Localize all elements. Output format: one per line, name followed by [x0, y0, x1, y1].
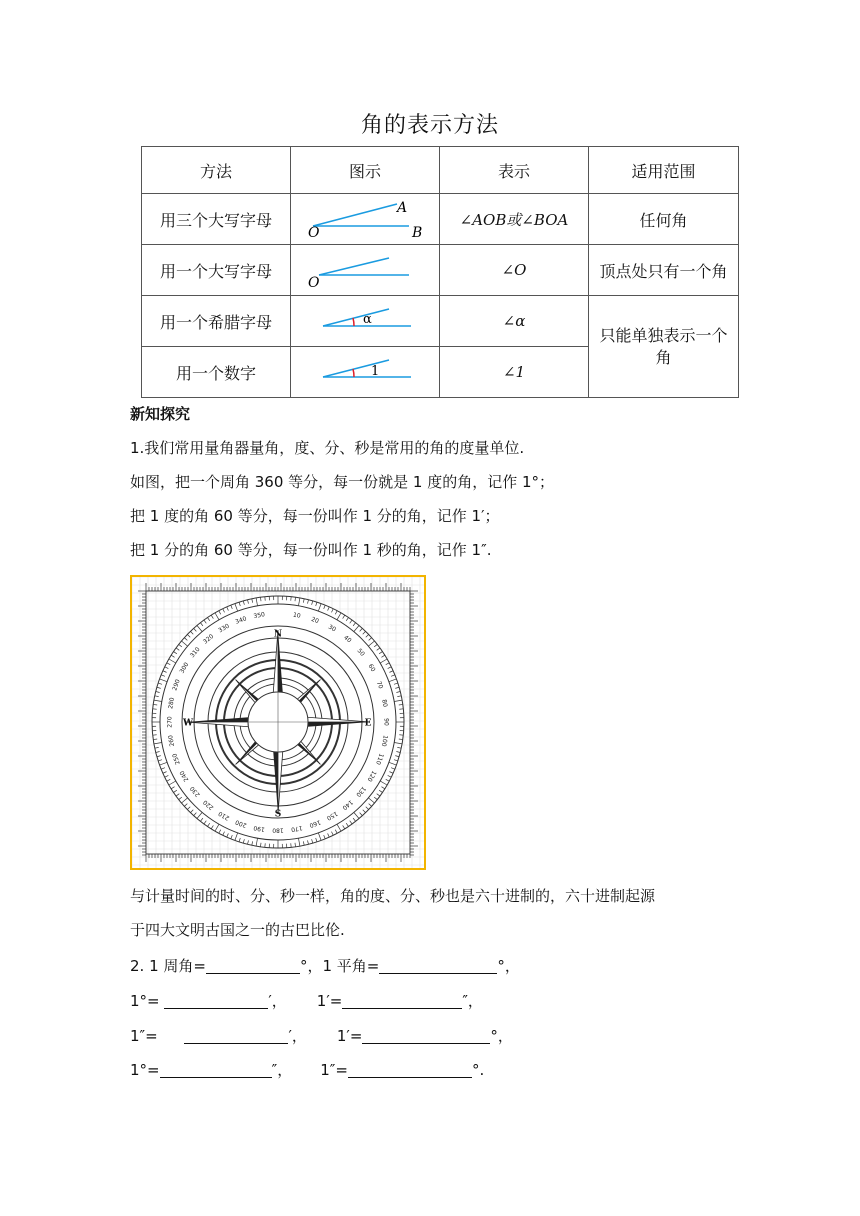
method-cell: 用三个大写字母 — [142, 194, 291, 245]
answer-blank[interactable] — [342, 992, 462, 1009]
cardinal-label: N — [273, 629, 283, 640]
angle-figure-cell — [291, 296, 440, 347]
notation-cell: ∠O — [440, 245, 589, 296]
method-cell: 用一个数字 — [142, 347, 291, 398]
method-cell: 用一个希腊字母 — [142, 296, 291, 347]
angle-figure-cell — [291, 347, 440, 398]
method-cell: 用一个大写字母 — [142, 245, 291, 296]
paragraph: 与计量时间的时、分、秒一样，角的度、分、秒也是六十进制的，六十进制起源 — [130, 887, 656, 905]
degree-label: 180 — [272, 826, 284, 834]
label-b: B — [412, 225, 423, 240]
label-alpha: α — [363, 312, 372, 327]
notation-cell: ∠AOB或∠BOA — [440, 194, 589, 245]
degree-label: 160 — [308, 818, 322, 829]
degree-label: 320 — [201, 632, 216, 646]
scope-cell: 顶点处只有一个角 — [589, 245, 739, 296]
degree-label: 250 — [171, 752, 182, 766]
cardinal-label: S — [274, 809, 282, 820]
exercise-line: 1°= ′， 1′= ″， — [130, 992, 483, 1010]
degree-label: 170 — [290, 823, 304, 833]
angle-alpha-figure — [291, 296, 439, 342]
table-header: 方法 — [142, 147, 291, 194]
notation-cell: ∠1 — [440, 347, 589, 398]
table-header-row — [142, 147, 739, 194]
exercise-line: 1°= ″， 1″= °. — [130, 1061, 485, 1079]
answer-blank[interactable] — [362, 1027, 490, 1044]
angle-arc — [353, 318, 354, 326]
angle-aob-figure — [291, 194, 439, 240]
answer-blank[interactable] — [184, 1027, 288, 1044]
angle-figure-cell — [291, 194, 440, 245]
degree-label: 220 — [201, 798, 216, 812]
degree-label: 240 — [178, 769, 191, 783]
degree-label: 50 — [355, 647, 366, 658]
notation-cell: ∠α — [440, 296, 589, 347]
degree-label: 10 — [292, 611, 302, 620]
degree-label: 150 — [325, 809, 339, 822]
degree-label: 270 — [166, 716, 174, 728]
degree-label: 260 — [167, 734, 177, 748]
answer-blank[interactable] — [160, 1061, 272, 1078]
compass-rose-figure — [132, 577, 424, 868]
degree-label: 290 — [171, 678, 182, 692]
answer-blank[interactable] — [348, 1061, 472, 1078]
label-o: O — [308, 275, 320, 291]
label-a: A — [397, 200, 408, 216]
degree-label: 340 — [234, 615, 248, 626]
degree-label: 20 — [310, 615, 320, 626]
degree-label: 30 — [326, 623, 338, 634]
degree-label: 140 — [340, 798, 355, 812]
degree-label: 280 — [167, 696, 177, 710]
answer-blank[interactable] — [206, 957, 300, 974]
exercise-line: 2. 1 周角= °，1 平角= °， — [130, 957, 520, 975]
degree-label: 330 — [217, 622, 231, 635]
degree-label: 100 — [379, 734, 389, 748]
table-row — [142, 245, 739, 296]
angle-figure-cell — [291, 245, 440, 296]
table-row — [142, 194, 739, 245]
label-o: O — [308, 225, 320, 240]
degree-label: 310 — [188, 645, 202, 660]
compass-protractor-image — [130, 575, 426, 870]
table-header: 图示 — [291, 147, 440, 194]
degree-label: 130 — [354, 784, 368, 799]
angle-o-figure — [291, 245, 439, 291]
label-one: 1 — [371, 364, 380, 379]
degree-label: 70 — [374, 680, 385, 690]
cardinal-label: E — [364, 718, 372, 729]
degree-label: 40 — [342, 634, 353, 645]
table-header: 表示 — [440, 147, 589, 194]
scope-cell: 只能单独表示一个角 — [589, 296, 739, 398]
paragraph: 1.我们常用量角器量角，度、分、秒是常用的角的度量单位. — [130, 439, 525, 457]
degree-label: 60 — [366, 662, 377, 674]
scope-cell: 任何角 — [589, 194, 739, 245]
answer-blank[interactable] — [164, 992, 268, 1009]
degree-label: 80 — [380, 698, 389, 708]
answer-blank[interactable] — [379, 957, 497, 974]
exercise-line: 1″= ′， 1′= °， — [130, 1027, 513, 1045]
degree-label: 350 — [252, 611, 266, 621]
degree-label: 90 — [382, 718, 390, 726]
degree-label: 110 — [374, 752, 385, 766]
section-heading: 新知探究 — [130, 405, 191, 423]
degree-label: 200 — [234, 818, 248, 829]
paragraph: 把 1 分的角 60 等分，每一份叫作 1 秒的角，记作 1″. — [130, 541, 492, 559]
degree-label: 300 — [178, 661, 191, 675]
paragraph: 于四大文明古国之一的古巴比伦. — [130, 921, 345, 939]
degree-label: 230 — [188, 784, 202, 799]
angle-notation-table — [141, 146, 739, 398]
cardinal-label: W — [182, 718, 194, 729]
table-row — [142, 296, 739, 347]
paragraph: 把 1 度的角 60 等分，每一份叫作 1 分的角，记作 1′； — [130, 507, 500, 525]
page-title: 角的表示方法 — [360, 113, 499, 138]
degree-label: 210 — [217, 809, 231, 822]
angle-arc — [353, 369, 354, 377]
paragraph: 如图，把一个周角 360 等分，每一份就是 1 度的角，记作 1°； — [130, 473, 555, 491]
angle-one-figure — [291, 347, 439, 393]
degree-label: 120 — [365, 769, 378, 783]
table-header: 适用范围 — [589, 147, 739, 194]
degree-label: 190 — [252, 823, 266, 833]
